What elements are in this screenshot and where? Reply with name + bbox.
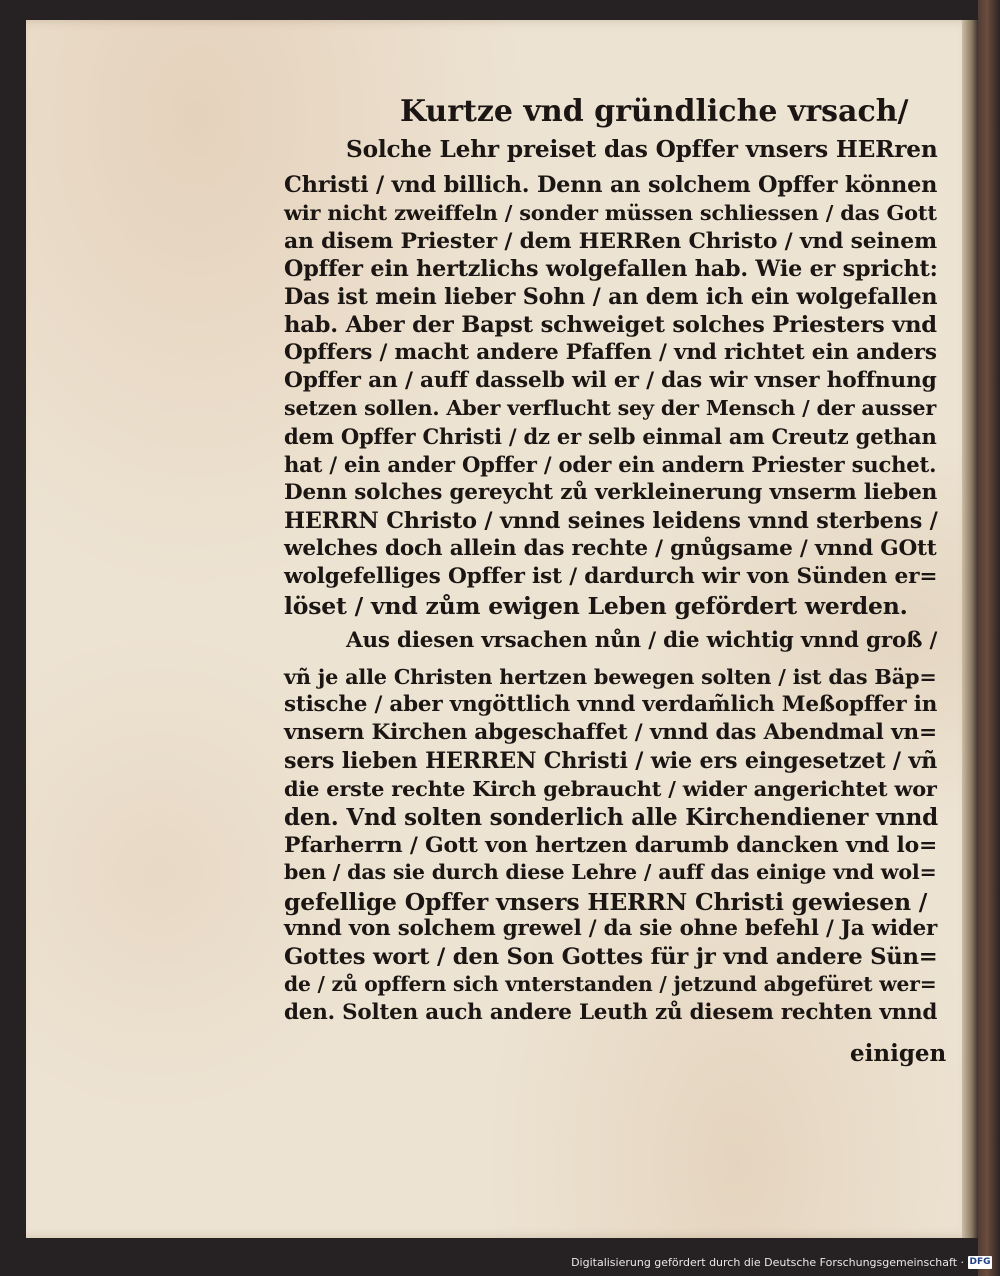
text-line: hab. Aber der Bapst schweiget solches Priesters vnd [284,312,937,338]
text-line: Denn solches gereycht zů verkleinerung vnserm lieben [284,480,938,505]
text-line: ben / das sie durch diese Lehre / auff das einige vnd wol= [284,860,937,884]
text-line: den. Vnd solten sonderlich alle Kirchendiener vnnd [284,804,939,831]
text-line: wir nicht zweiffeln / sonder müssen schliessen / das Gott [284,200,937,225]
text-line: Solche Lehr preiset das Opffer vnsers HERren [346,136,938,163]
text-line: dem Opffer Christi / dz er selb einmal am Creutz gethan [284,424,937,449]
page-gutter [962,20,978,1238]
text-line: Gottes wort / den Son Gottes für jr vnd andere Sün= [284,944,938,970]
text-line: HERRN Christo / vnnd seines leidens vnnd sterbens / [284,508,938,534]
text-line: gefellige Opffer vnsers HERRN Christi gewiesen / [284,888,928,916]
catchword: einigen [850,1040,947,1067]
text-line: Pfarherrn / Gott von hertzen darumb dancken vnd lo= [284,832,938,858]
text-line: Das ist mein lieber Sohn / an dem ich ein wolgefallen [284,284,938,310]
credit-text: Digitalisierung gefördert durch die Deutsche Forschungsgemeinschaft · [571,1255,964,1269]
dfg-logo: DFG [969,1256,991,1267]
text-line: Aus diesen vrsachen nůn / die wichtig vnnd groß / [346,628,938,653]
text-line: an disem Priester / dem HERRen Christo / vnd seinem [284,228,937,254]
digitization-credit [571,1252,992,1272]
book-spine-edge [978,0,1000,1276]
text-line: welches doch allein das rechte / gnůgsame / vnnd GOtt [284,536,937,561]
running-head: Kurtze vnd gründliche vrsach/ [400,94,909,129]
text-line: hat / ein ander Opffer / oder ein andern Priester suchet. [284,452,937,477]
text-line: den. Solten auch andere Leuth zů diesem rechten vnnd [284,1000,938,1025]
text-line: Opffer ein hertzlichs wolgefallen hab. Wie er spricht: [284,256,938,282]
text-line: setzen sollen. Aber verflucht sey der Mensch / der ausser [284,396,937,420]
text-line: die erste rechte Kirch gebraucht / wider angerichtet wor [284,776,937,801]
text-line: stische / aber vngöttlich vnnd verdam̃lich Meßopffer in [284,692,938,717]
text-line: vnsern Kirchen abgeschaffet / vnnd das Abendmal vn= [284,720,937,745]
text-line: Opffers / macht andere Pfaffen / vnd richtet ein anders [284,340,937,365]
text-line: wolgefelliges Opffer ist / dardurch wir von Sünden er= [284,564,938,589]
text-line: Christi / vnd billich. Denn an solchem Opffer können [284,172,938,198]
text-line: vñ je alle Christen hertzen bewegen solten / ist das Bäp= [284,664,937,689]
text-line: Opffer an / auff dasselb wil er / das wir vnser hoffnung [284,368,937,393]
text-line: vnnd von solchem grewel / da sie ohne befehl / Ja wider [284,916,938,941]
text-line: löset / vnd zům ewigen Leben gefördert werden. [284,592,908,620]
text-line: de / zů opffern sich vnterstanden / jetzund abgefüret wer= [284,972,937,996]
text-line: sers lieben HERREN Christi / wie ers eingesetzet / vñ [284,748,938,774]
